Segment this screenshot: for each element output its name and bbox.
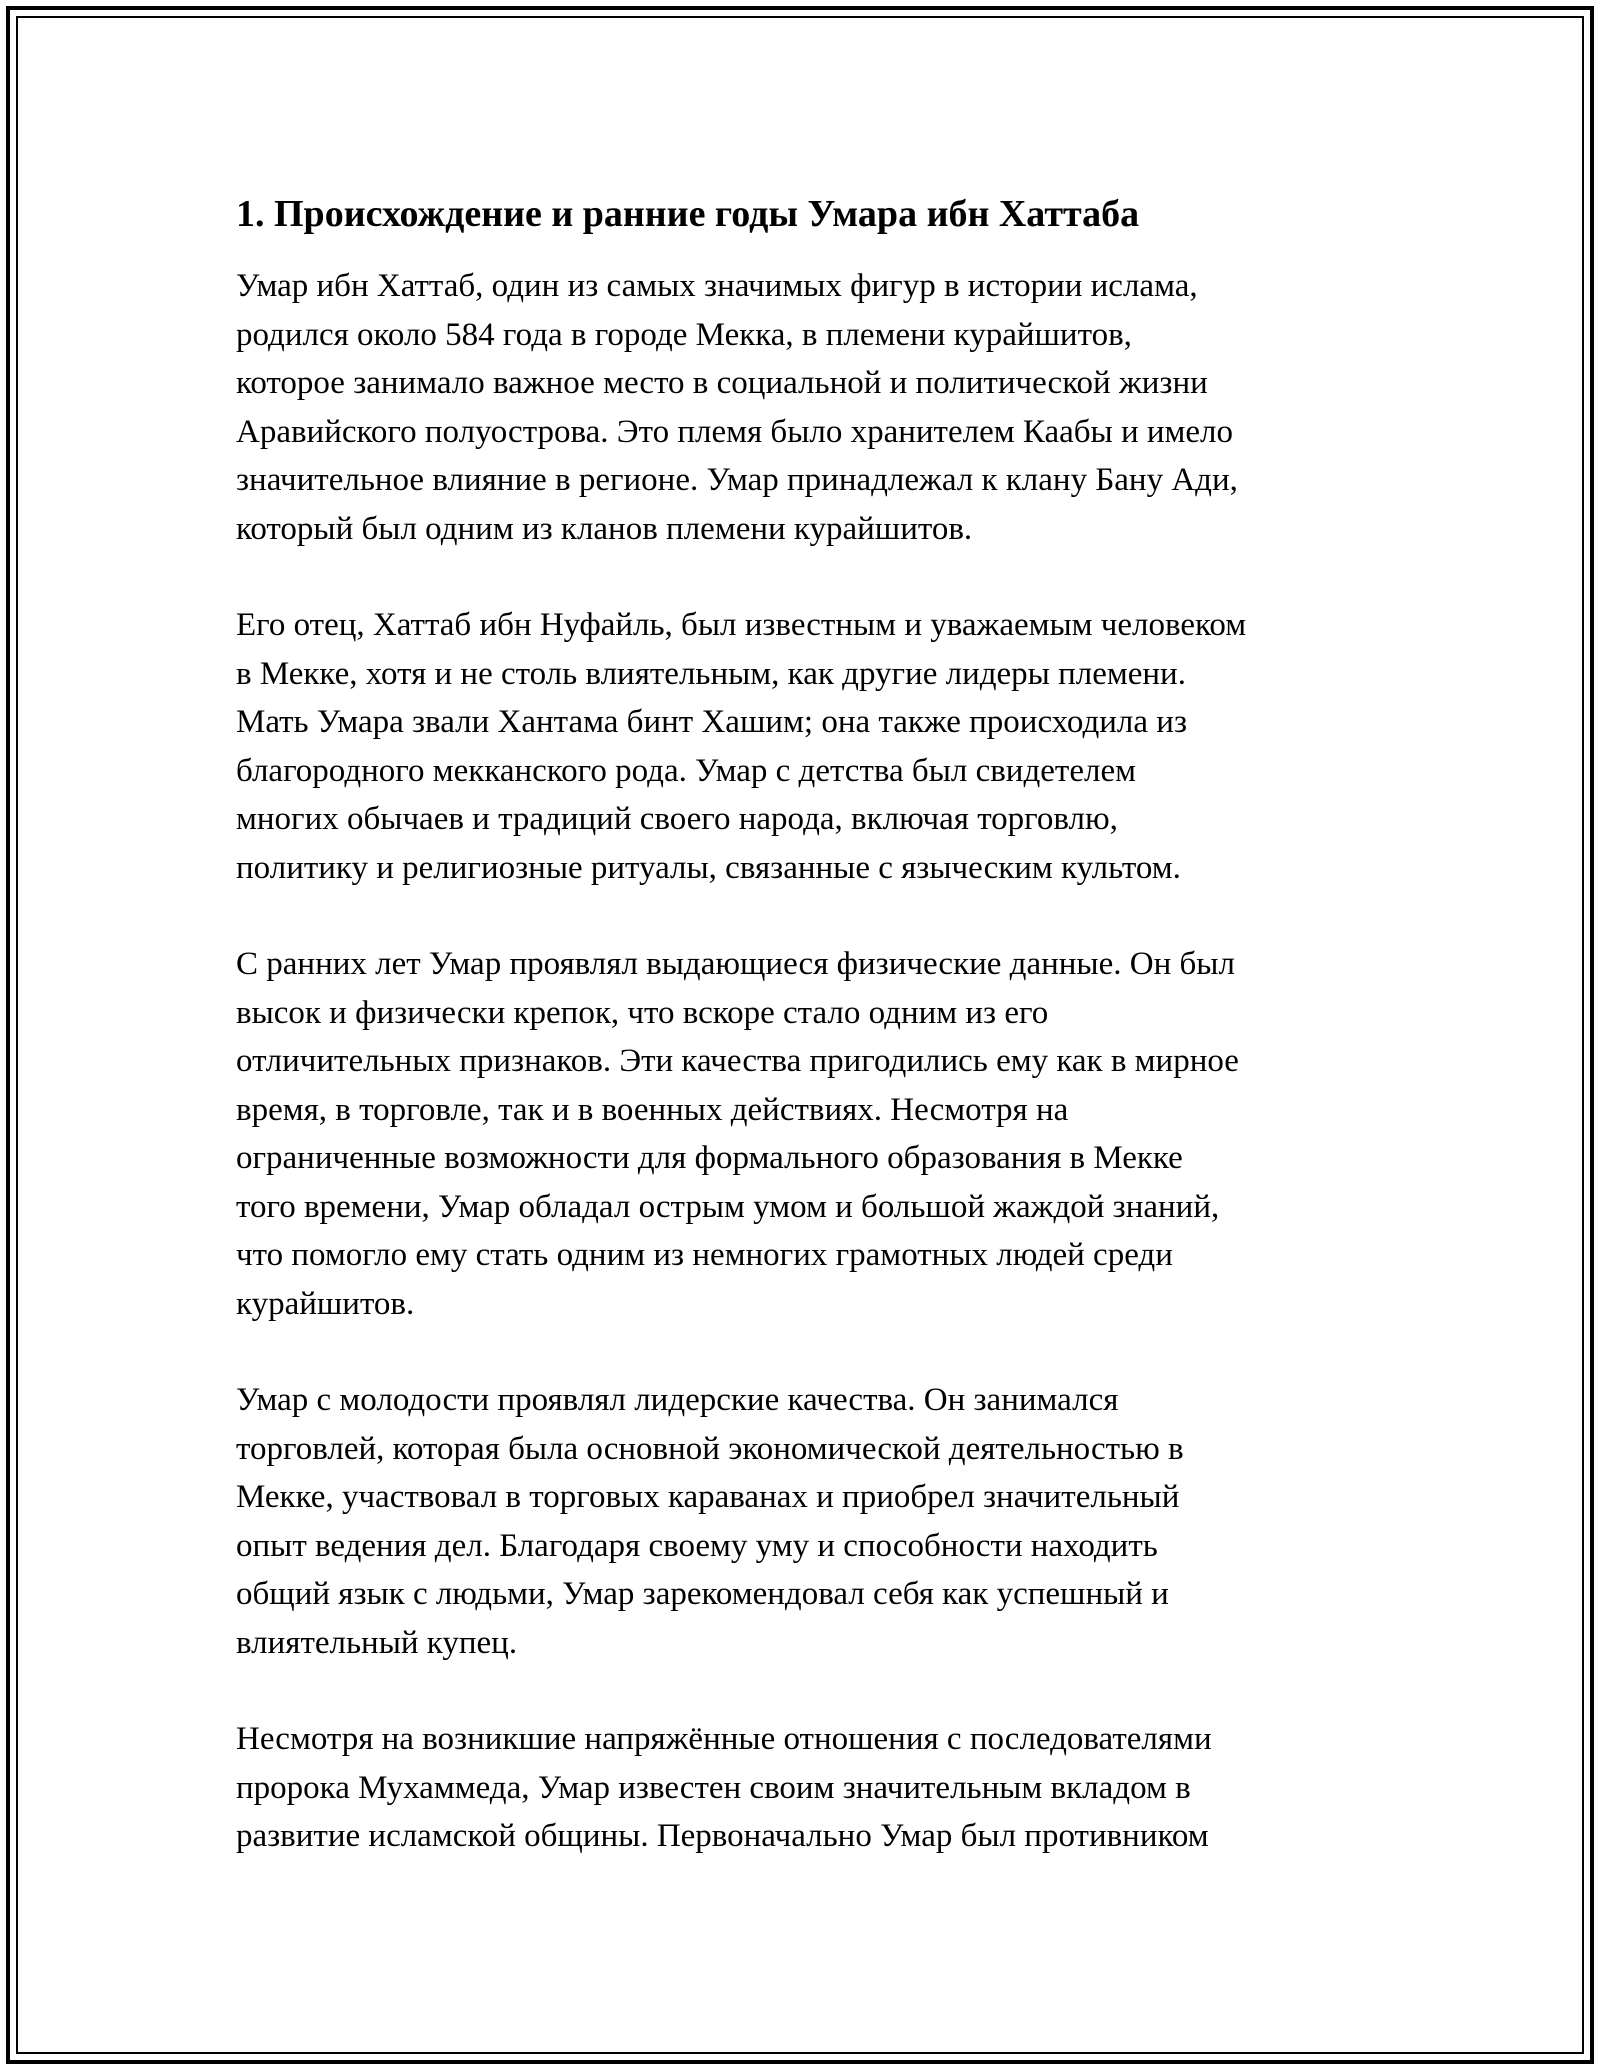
paragraph-line: значительное влияние в регионе. Умар принадлежал к клану Бану Ади, <box>236 462 1238 498</box>
paragraph-line: общий язык с людьми, Умар зарекомендовал себя как успешный и <box>236 1576 1169 1612</box>
paragraph-line: родился около 584 года в городе Мекка, в племени курайшитов, <box>236 316 1132 353</box>
paragraph-line: Его отец, Хаттаб ибн Нуфайль, был известным и уважаемым человеком <box>236 607 1247 643</box>
paragraph-1 <box>236 262 1376 553</box>
page-title: 1. Происхождение и ранние годы Умара ибн Хаттаба <box>236 193 1140 235</box>
paragraph-3 <box>236 940 1376 1328</box>
paragraph-line: время, в торговле, так и в военных действиях. Несмотря на <box>236 1091 1069 1128</box>
paragraph-line: Несмотря на возникшие напряжённые отношения с последователями <box>236 1721 1212 1757</box>
paragraph-line: курайшитов. <box>236 1285 415 1322</box>
paragraph-line: Мать Умара звали Хантама бинт Хашим; она также происходила из <box>236 704 1187 740</box>
paragraph-line: которое занимало важное место в социальной и политической жизни <box>236 365 1208 401</box>
paragraph-line: высок и физически крепок, что вскоре стало одним из его <box>236 994 1049 1031</box>
paragraph-2 <box>236 601 1376 892</box>
paragraph-line: который был одним из кланов племени курайшитов. <box>236 510 973 547</box>
paragraph-line: ограниченные возможности для формального образования в Мекке <box>236 1140 1183 1176</box>
paragraph-line: С ранних лет Умар проявлял выдающиеся физические данные. Он был <box>236 946 1235 982</box>
paragraph-line: опыт ведения дел. Благодаря своему уму и способности находить <box>236 1527 1158 1564</box>
paragraph-line: благородного мекканского рода. Умар с детства был свидетелем <box>236 752 1136 789</box>
paragraph-line: Умар с молодости проявлял лидерские качества. Он занимался <box>236 1382 1119 1418</box>
paragraph-line: отличительных признаков. Эти качества пригодились ему как в мирное <box>236 1043 1239 1079</box>
paragraph-line: пророка Мухаммеда, Умар известен своим значительным вкладом в <box>236 1769 1191 1806</box>
paragraph-line: развитие исламской общины. Первоначально Умар был противником <box>236 1818 1209 1854</box>
paragraph-line: Умар ибн Хаттаб, один из самых значимых фигур в истории ислама, <box>236 268 1198 304</box>
paragraph-line: Мекке, участвовал в торговых караванах и приобрел значительный <box>236 1479 1180 1515</box>
paragraph-line: влиятельный купец. <box>236 1624 518 1661</box>
paragraph-line: в Мекке, хотя и не столь влиятельным, как другие лидеры племени. <box>236 655 1186 692</box>
paragraph-line: Аравийского полуострова. Это племя было хранителем Каабы и имело <box>236 413 1234 450</box>
paragraph-line: торговлей, которая была основной экономической деятельностью в <box>236 1430 1184 1467</box>
paragraph-line: политику и религиозные ритуалы, связанные с языческим культом. <box>236 849 1181 886</box>
paragraph-line: что помогло ему стать одним из немногих грамотных людей среди <box>236 1237 1173 1273</box>
paragraph-line: многих обычаев и традиций своего народа, включая торговлю, <box>236 801 1118 837</box>
paragraph-4 <box>236 1376 1376 1667</box>
paragraph-line: того времени, Умар обладал острым умом и большой жаждой знаний, <box>236 1188 1220 1225</box>
paragraph-5 <box>236 1715 1376 1861</box>
document-body <box>236 186 1376 1909</box>
